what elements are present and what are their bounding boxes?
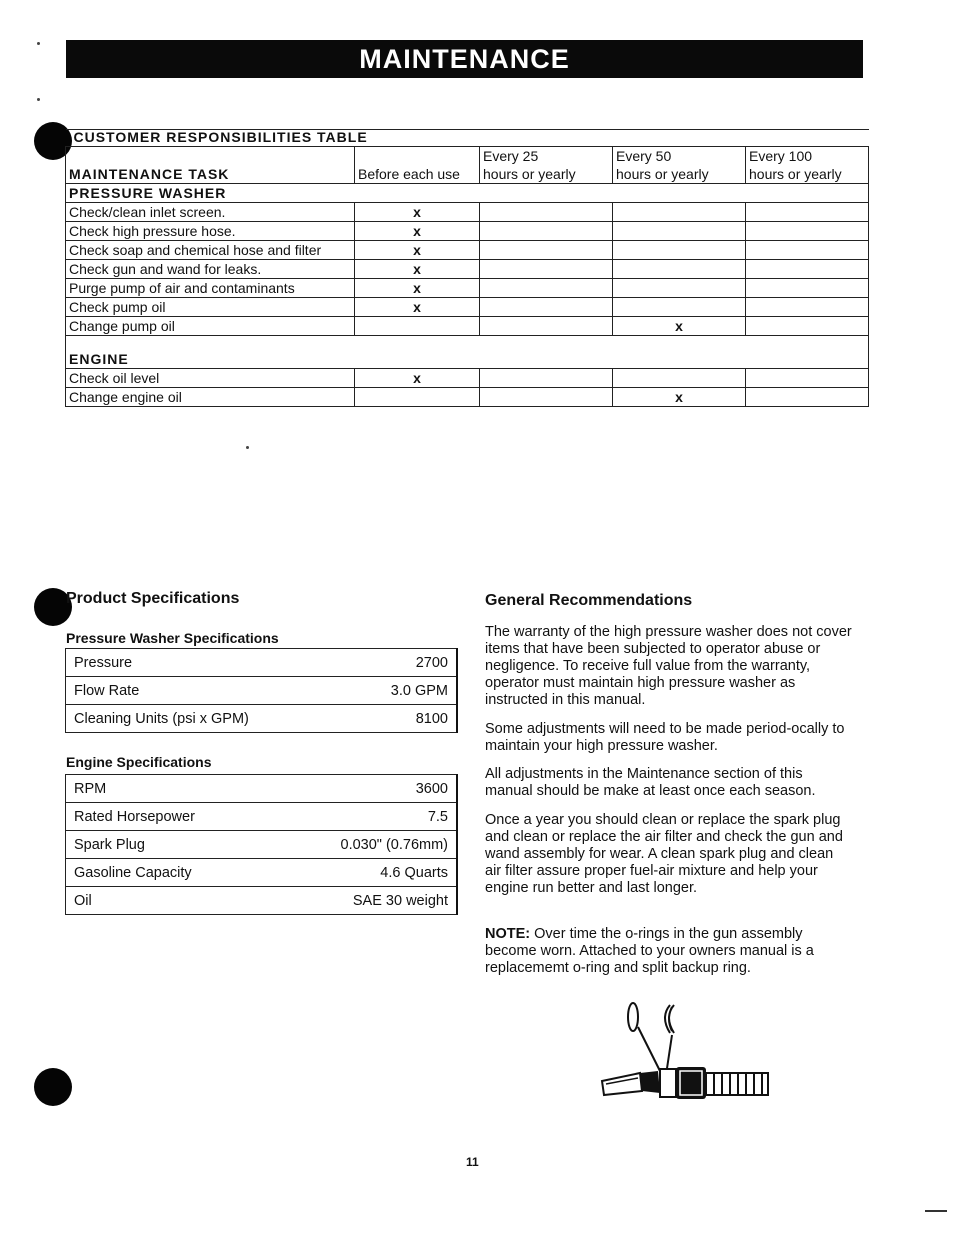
mark-cell — [613, 369, 746, 388]
task-cell: Check/clean inlet screen. — [66, 203, 355, 222]
spec-label: Gasoline Capacity — [66, 859, 271, 887]
pressure-washer-specs-heading: Pressure Washer Specifications — [66, 630, 279, 646]
table-row — [66, 279, 869, 298]
mark-cell: x — [355, 279, 480, 298]
page-number: 11 — [466, 1155, 479, 1169]
mark-cell — [480, 203, 613, 222]
mark-cell: x — [355, 298, 480, 317]
mark-cell — [355, 317, 480, 336]
spec-label: Spark Plug — [66, 831, 271, 859]
page-banner: MAINTENANCE — [66, 40, 863, 78]
header-every-25-line1: Every 25 — [483, 148, 539, 164]
mark-cell — [480, 317, 613, 336]
mark-cell — [355, 388, 480, 407]
spec-row — [66, 705, 458, 733]
spec-value: 7.5 — [271, 803, 457, 831]
table-row — [66, 241, 869, 260]
paragraph-season: All adjustments in the Maintenance section of this manual should be make at least once each season. — [485, 766, 816, 799]
spec-row — [66, 649, 458, 677]
spec-label: Rated Horsepower — [66, 803, 271, 831]
mark-cell — [480, 388, 613, 407]
speck — [246, 446, 249, 449]
spec-label: Cleaning Units (psi x GPM) — [66, 705, 348, 733]
mark-cell: x — [355, 222, 480, 241]
mark-cell — [613, 260, 746, 279]
mark-cell — [613, 222, 746, 241]
note-text: Over time the o-rings in the gun assembly become worn. Attached to your owners manual is a replacememt o-ring and split backup ring. — [485, 926, 814, 976]
task-cell: Check gun and wand for leaks. — [66, 260, 355, 279]
table-row — [66, 222, 869, 241]
spec-value: 3600 — [271, 775, 457, 803]
header-every-25-line2: hours or yearly — [483, 166, 576, 182]
pointer-line — [638, 1027, 662, 1075]
mark-cell — [746, 388, 869, 407]
gun-assembly-o-ring-illustration — [600, 995, 780, 1105]
table-row — [66, 317, 869, 336]
spec-row — [66, 831, 458, 859]
paragraph-adjustments: Some adjustments will need to be made period-ocally to maintain your high pressure washer. — [485, 721, 845, 754]
paragraph-yearly: Once a year you should clean or replace the spark plug and clean or replace the air filter and check the gun and wand assembly for wear. A clean spark plug and clean air filter assure proper fuel-air mixture and help your engine run better and last longer. — [485, 812, 843, 896]
customer-responsibilities-table — [65, 129, 869, 407]
header-every-100 — [746, 147, 869, 184]
mark-cell — [480, 241, 613, 260]
o-ring-icon — [628, 1003, 638, 1031]
mark-cell: x — [355, 369, 480, 388]
spec-label: Flow Rate — [66, 677, 348, 705]
mark-cell — [746, 222, 869, 241]
mark-cell — [746, 260, 869, 279]
table-row — [66, 260, 869, 279]
table-title: CUSTOMER RESPONSIBILITIES TABLE — [66, 130, 869, 147]
spec-value: SAE 30 weight — [271, 887, 457, 915]
mark-cell: x — [355, 260, 480, 279]
table-row — [66, 203, 869, 222]
task-cell: Check pump oil — [66, 298, 355, 317]
mark-cell — [613, 241, 746, 260]
spec-value: 4.6 Quarts — [271, 859, 457, 887]
mark-cell — [613, 203, 746, 222]
mark-cell: x — [613, 317, 746, 336]
task-cell: Purge pump of air and contaminants — [66, 279, 355, 298]
binder-hole — [34, 1068, 72, 1106]
mark-cell — [746, 241, 869, 260]
engine-specs-heading: Engine Specifications — [66, 754, 212, 770]
engine-specs-table — [65, 774, 458, 915]
table-row — [66, 298, 869, 317]
header-task: MAINTENANCE TASK — [66, 147, 355, 184]
note-label: NOTE: — [485, 926, 531, 942]
task-cell: Check soap and chemical hose and filter — [66, 241, 355, 260]
task-cell: Change pump oil — [66, 317, 355, 336]
spec-value: 8100 — [348, 705, 457, 733]
task-cell: Change engine oil — [66, 388, 355, 407]
mark-cell — [480, 260, 613, 279]
table-row — [66, 369, 869, 388]
mark-cell — [480, 298, 613, 317]
header-every-50 — [613, 147, 746, 184]
spec-row — [66, 677, 458, 705]
paragraph-note — [485, 926, 853, 977]
section-pressure-washer: PRESSURE WASHER — [66, 184, 869, 203]
pressure-washer-specs-table — [65, 648, 458, 733]
spec-label: Oil — [66, 887, 271, 915]
mark-cell — [746, 317, 869, 336]
speck — [37, 98, 40, 101]
spec-value: 3.0 GPM — [348, 677, 457, 705]
backup-ring-icon — [665, 1005, 674, 1033]
header-every-25 — [480, 147, 613, 184]
mark-cell — [746, 279, 869, 298]
spec-row — [66, 775, 458, 803]
mark-cell: x — [355, 203, 480, 222]
paragraph-warranty: The warranty of the high pressure washer does not cover items that have been subjected to operator abuse or negligence. To receive full value from the warranty, operator must maintain high pressure washer as instructed in this manual. — [485, 624, 852, 708]
header-every-50-line2: hours or yearly — [616, 166, 709, 182]
mark-cell — [480, 222, 613, 241]
mark-cell — [480, 279, 613, 298]
mark-cell — [613, 298, 746, 317]
spec-row — [66, 859, 458, 887]
spec-row — [66, 887, 458, 915]
header-every-50-line1: Every 50 — [616, 148, 672, 164]
section-engine: ENGINE — [66, 336, 869, 369]
spec-row — [66, 803, 458, 831]
spec-label: RPM — [66, 775, 271, 803]
mark-cell — [746, 203, 869, 222]
header-every-100-line1: Every 100 — [749, 148, 813, 164]
mark-cell — [746, 369, 869, 388]
spec-label: Pressure — [66, 649, 348, 677]
spec-value: 2700 — [348, 649, 457, 677]
spec-value: 0.030" (0.76mm) — [271, 831, 457, 859]
task-cell: Check high pressure hose. — [66, 222, 355, 241]
mark-cell — [746, 298, 869, 317]
speck — [37, 42, 40, 45]
mark-cell: x — [613, 388, 746, 407]
task-cell: Check oil level — [66, 369, 355, 388]
general-recommendations-heading: General Recommendations — [485, 592, 693, 609]
wand-fitting-icon — [602, 1067, 768, 1099]
mark-cell — [613, 279, 746, 298]
header-every-100-line2: hours or yearly — [749, 166, 842, 182]
mark-cell — [480, 369, 613, 388]
product-specifications-heading: Product Specifications — [66, 590, 240, 607]
corner-mark — [925, 1210, 947, 1212]
mark-cell: x — [355, 241, 480, 260]
header-before-each-use: Before each use — [355, 147, 480, 184]
table-row — [66, 388, 869, 407]
